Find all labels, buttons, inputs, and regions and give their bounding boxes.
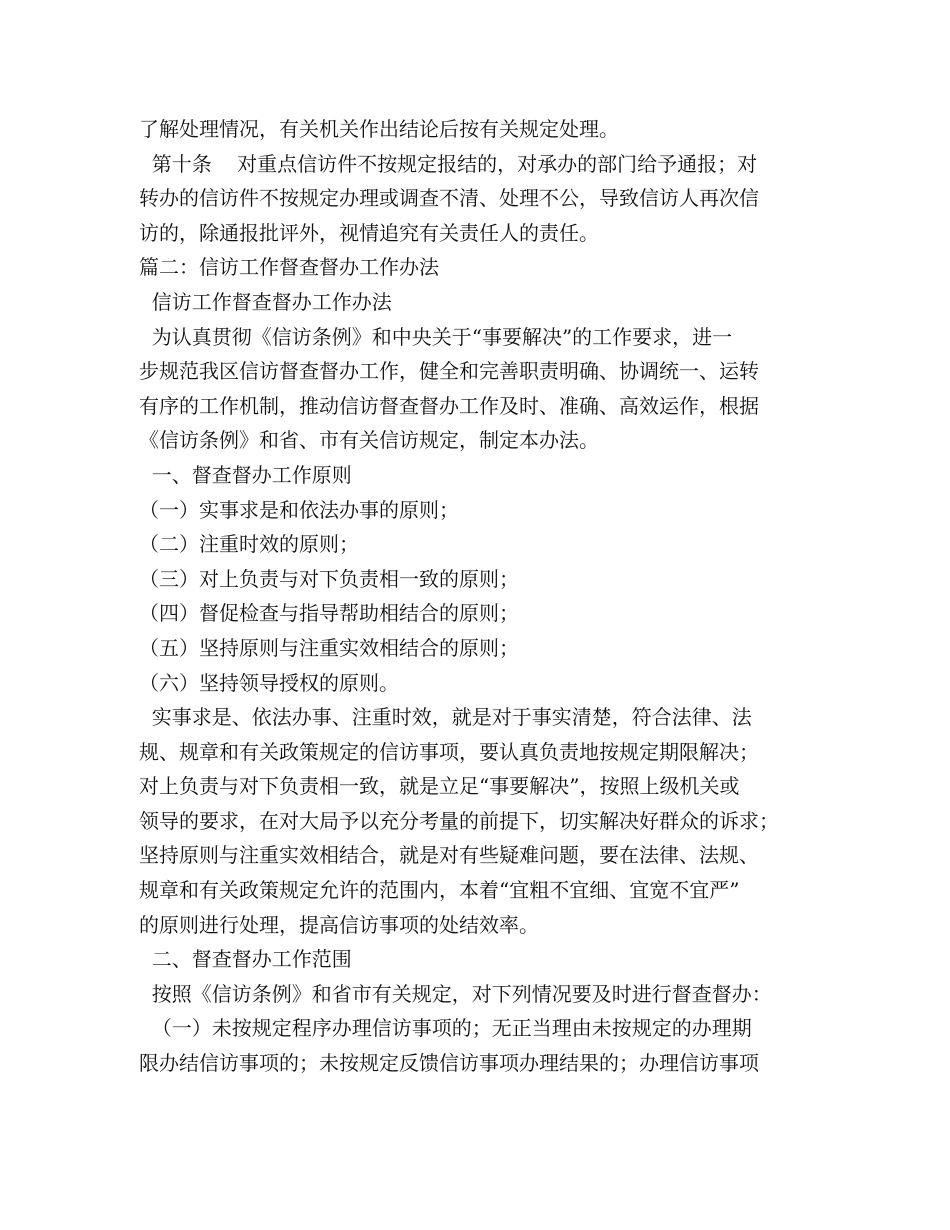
list-item: （六）坚持领导授权的原则。 — [139, 670, 399, 695]
list-item: （四）督促检查与指导帮助相结合的原则； — [139, 601, 519, 626]
document-title: 信访工作督查督办工作办法 — [139, 289, 392, 314]
text-line: 步规范我区信访督查督办工作，健全和完善职责明确、协调统一、运转 — [139, 359, 759, 384]
text-line: 有序的工作机制，推动信访督查督办工作及时、准确、高效运作，根据 — [139, 393, 759, 418]
text-line: 按照《信访条例》和省市有关规定，对下列情况要及时进行督查督办： — [139, 981, 772, 1006]
list-item: （三）对上负责与对下负责相一致的原则； — [139, 566, 519, 591]
text-line: 为认真贯彻《信访条例》和中央关于“事要解决”的工作要求，进一 — [139, 324, 733, 349]
text-line: 限办结信访事项的；未按规定反馈信访事项办理结果的；办理信访事项 — [139, 1051, 759, 1076]
section-heading: 篇二：信访工作督查督办工作办法 — [139, 255, 439, 280]
subsection-heading: 二、督查督办工作范围 — [139, 947, 352, 972]
text-line: 《信访条例》和省、市有关信访规定，制定本办法。 — [139, 428, 599, 453]
text-line: 领导的要求，在对大局予以充分考量的前提下，切实解决好群众的诉求； — [139, 808, 779, 833]
text-line: 的原则进行处理，提高信访事项的处结效率。 — [139, 912, 539, 937]
text-line: 规、规章和有关政策规定的信访事项，要认真负责地按规定期限解决； — [139, 739, 759, 764]
subsection-heading: 一、督查督办工作原则 — [139, 462, 352, 487]
text-line: （一）未按规定程序办理信访事项的；无正当理由未按规定的办理期 — [139, 1016, 752, 1041]
text-line: 坚持原则与注重实效相结合，就是对有些疑难问题，要在法律、法规、 — [139, 843, 759, 868]
text-line: 转办的信访件不按规定办理或调查不清、处理不公，导致信访人再次信 — [139, 186, 759, 211]
document-body — [139, 112, 839, 1081]
text-line: 访的，除通报批评外，视情追究有关责任人的责任。 — [139, 220, 599, 245]
text-line: 对上负责与对下负责相一致，就是立足“事要解决”，按照上级机关或 — [139, 774, 740, 799]
list-item: （一）实事求是和依法办事的原则； — [139, 497, 459, 522]
text-line: 第十条 对重点信访件不按规定报结的，对承办的部门给予通报；对 — [139, 151, 758, 176]
text-line: 了解处理情况，有关机关作出结论后按有关规定处理。 — [139, 117, 619, 141]
list-item: （二）注重时效的原则； — [139, 532, 359, 557]
text-line: 规章和有关政策规定允许的范围内，本着“宜粗不宜细、宜宽不宜严” — [139, 878, 740, 903]
list-item: （五）坚持原则与注重实效相结合的原则； — [139, 635, 519, 660]
text-line: 实事求是、依法办事、注重时效，就是对于事实清楚，符合法律、法 — [139, 705, 752, 730]
